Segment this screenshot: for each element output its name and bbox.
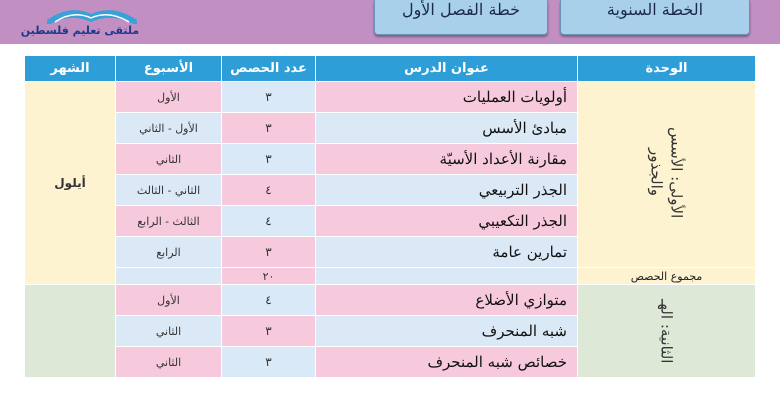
- tab-annual-plan[interactable]: الخطة السنوية: [560, 0, 750, 35]
- tab-first-semester-plan[interactable]: خطة الفصل الأول: [374, 0, 548, 35]
- lesson-week: الثاني - الثالث: [116, 175, 222, 206]
- lesson-count: ٤: [222, 175, 316, 206]
- unit2-title: الثانية: الهـ: [657, 299, 676, 364]
- logo-text: ملتقى تعليم فلسطين: [20, 24, 140, 37]
- lesson-week: الثالث - الرابع: [116, 206, 222, 237]
- plan-table: [24, 55, 756, 378]
- lesson-count: ٣: [222, 82, 316, 113]
- lesson-count: ٣: [222, 113, 316, 144]
- lesson-count: ٣: [222, 347, 316, 378]
- lesson-count: ٤: [222, 285, 316, 316]
- lesson-title: أولويات العمليات: [316, 82, 578, 113]
- lesson-count: ٣: [222, 316, 316, 347]
- lesson-count: ٣: [222, 144, 316, 175]
- lesson-week: الثاني: [116, 316, 222, 347]
- table-row: [25, 82, 756, 113]
- lesson-count: ٣: [222, 237, 316, 268]
- table-header-row: [25, 56, 756, 82]
- lesson-title: متوازي الأضلاع: [316, 285, 578, 316]
- header-lesson: عنوان الدرس: [316, 56, 578, 82]
- header-band: [0, 0, 780, 44]
- header-count: عدد الحصص: [222, 56, 316, 82]
- header-month: الشهر: [25, 56, 116, 82]
- month-cell: أيلول: [25, 82, 116, 285]
- lesson-week: الأول: [116, 285, 222, 316]
- lesson-title: تمارين عامة: [316, 237, 578, 268]
- lesson-week: الأول: [116, 82, 222, 113]
- sum-spacer: [316, 268, 578, 285]
- lesson-title: الجذر التربيعي: [316, 175, 578, 206]
- unit1-cell: [578, 82, 756, 268]
- sum-week-spacer: [116, 268, 222, 285]
- sum-label: مجموع الحصص: [578, 268, 756, 285]
- lesson-title: خصائص شبه المنحرف: [316, 347, 578, 378]
- lesson-title: شبه المنحرف: [316, 316, 578, 347]
- month-cell-2: [25, 285, 116, 378]
- sum-value: ٢٠: [222, 268, 316, 285]
- unit1-title: الأولى: الأسس والجذور: [647, 126, 686, 219]
- lesson-week: الرابع: [116, 237, 222, 268]
- lesson-week: الثاني: [116, 144, 222, 175]
- header-unit: الوحدة: [578, 56, 756, 82]
- lesson-title: مبادئ الأسس: [316, 113, 578, 144]
- lesson-week: الأول - الثاني: [116, 113, 222, 144]
- unit2-cell: [578, 285, 756, 378]
- lesson-week: الثاني: [116, 347, 222, 378]
- header-week: الأسبوع: [116, 56, 222, 82]
- lesson-title: مقارنة الأعداد الأسيّة: [316, 144, 578, 175]
- table-row: [25, 285, 756, 316]
- sum-row: [25, 268, 756, 285]
- lesson-count: ٤: [222, 206, 316, 237]
- lesson-title: الجذر التكعيبي: [316, 206, 578, 237]
